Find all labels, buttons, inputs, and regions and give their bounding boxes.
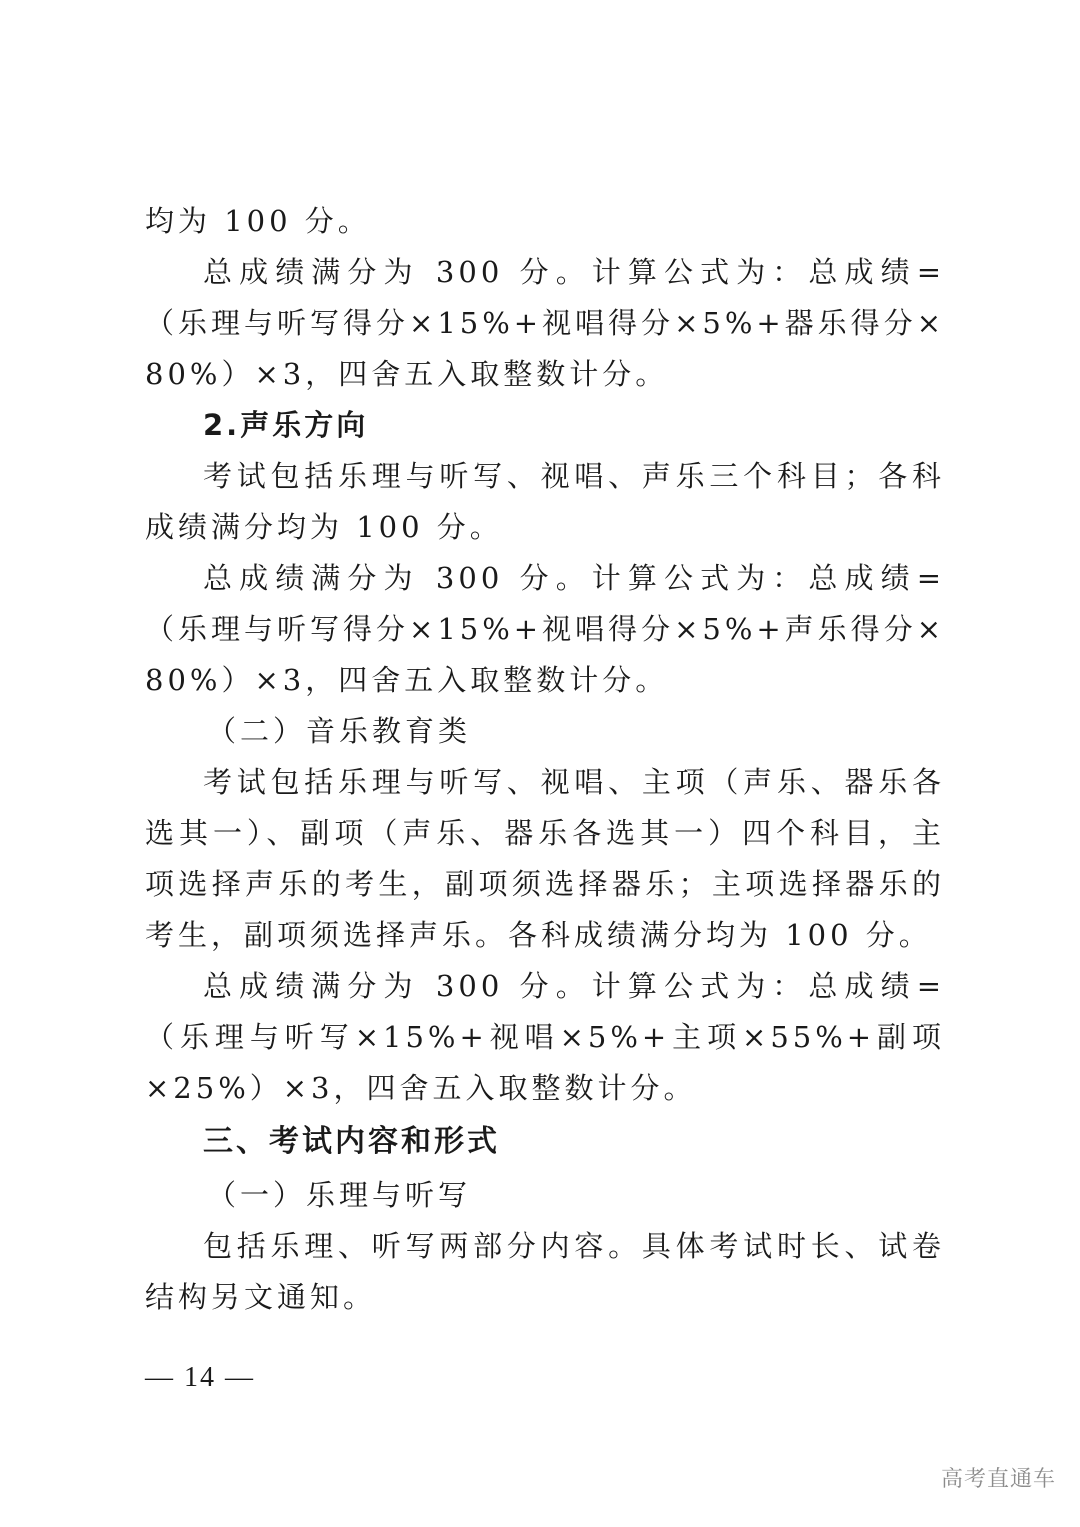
watermark: 高考直通车 bbox=[940, 1467, 1056, 1492]
heading-theory-dictation: （一）乐理与听写 bbox=[207, 1178, 472, 1212]
paragraph-continuation: 均为 100 分。 bbox=[145, 204, 371, 238]
paragraph-vocal-formula: 总成绩满分为 300 分。计算公式为：总成绩=（乐理与听写得分×15%+视唱得分×5%+声乐得分×80%）×3，四舍五入取整数计分。 bbox=[145, 561, 945, 697]
heading-vocal-direction: 2.声乐方向 bbox=[203, 408, 369, 442]
paragraph-education-formula: 总成绩满分为 300 分。计算公式为：总成绩=（乐理与听写×15%+视唱×5%+主项×55%+副项×25%）×3，四舍五入取整数计分。 bbox=[145, 969, 945, 1105]
paragraph-theory-content: 包括乐理、听写两部分内容。具体考试时长、试卷结构另文通知。 bbox=[145, 1229, 945, 1314]
paragraph-vocal-subjects: 考试包括乐理与听写、视唱、声乐三个科目；各科成绩满分均为 100 分。 bbox=[145, 459, 945, 544]
document-body bbox=[145, 196, 945, 1323]
heading-exam-content: 三、考试内容和形式 bbox=[203, 1124, 500, 1159]
page-number: — 14 — bbox=[145, 1362, 255, 1393]
paragraph-education-subjects: 考试包括乐理与听写、视唱、主项（声乐、器乐各选其一）、副项（声乐、器乐各选其一）四个科目，主项选择声乐的考生，副项须选择器乐；主项选择器乐的考生，副项须选择声乐。各科成绩满分均为 100 分。 bbox=[145, 765, 945, 952]
heading-music-education: （二）音乐教育类 bbox=[207, 714, 472, 748]
paragraph-instrument-formula: 总成绩满分为 300 分。计算公式为：总成绩=（乐理与听写得分×15%+视唱得分×5%+器乐得分×80%）×3，四舍五入取整数计分。 bbox=[145, 255, 945, 391]
